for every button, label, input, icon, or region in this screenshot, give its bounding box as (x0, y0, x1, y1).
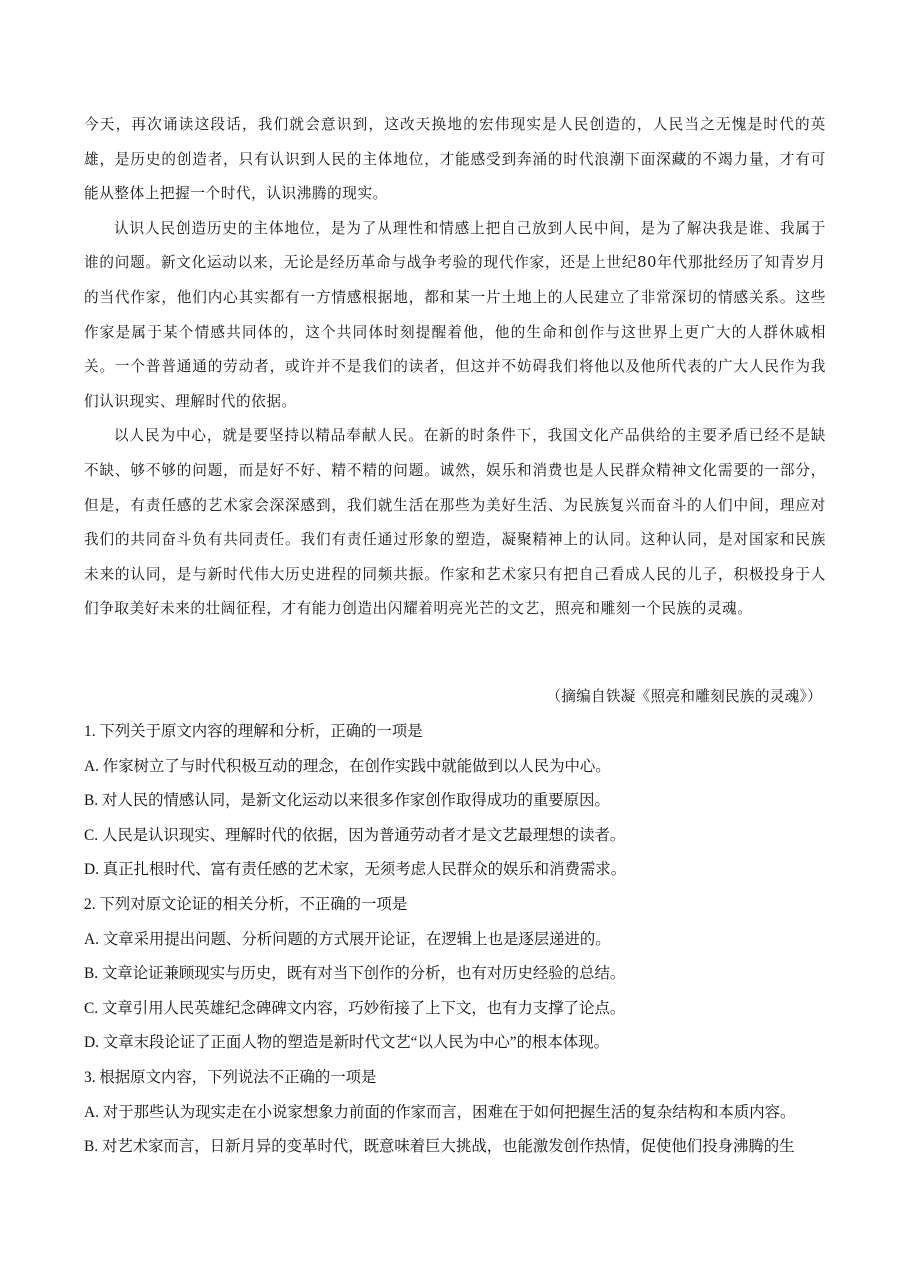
question-2-option-d: D. 文章末段论证了正面人物的塑造是新时代文艺“以人民为中心”的根本体现。 (84, 1034, 609, 1052)
essay-paragraph-1: 今天，再次诵读这段话，我们就会意识到，这改天换地的宏伟现实是人民创造的，人民当之无愧是时代的英雄，是历史的创造者，只有认识到人民的主体地位，才能感受到奔涌的时代浪潮下面深藏的不竭力量，才有可能从整体上把握一个时代，认识沸腾的现实。 (84, 116, 826, 203)
question-1-option-c: C. 人民是认识现实、理解时代的依据，因为普通劳动者才是文艺最理想的读者。 (84, 826, 626, 844)
question-2-option-b: B. 文章论证兼顾现实与历史，既有对当下创作的分析，也有对历史经验的总结。 (84, 965, 626, 983)
question-1-option-d: D. 真正扎根时代、富有责任感的艺术家，无须考虑人民群众的娱乐和消费需求。 (84, 861, 627, 879)
question-1-option-b: B. 对人民的情感认同，是新文化运动以来很多作家创作取得成功的重要原因。 (84, 792, 610, 810)
essay-paragraph-2: 认识人民创造历史的主体地位，是为了从理性和情感上把自己放到人民中间，是为了解决我是谁、我属于谁的问题。新文化运动以来，无论是经历革命与战争考验的现代作家，还是上世纪80年代那批经历了知青岁月的当代作家，他们内心其实都有一方情感根据地，都和某一片土地上的人民建立了非常深切的情感关系。这些作家是属于某个情感共同体的，这个共同体时刻提醒着他，他的生命和创作与这世界上更广大的人群休戚相关。一个普普通通的劳动者，或许并不是我们的读者，但这并不妨碍我们将他以及他所代表的广大人民作为我们认识现实、理解时代的依据。 (84, 219, 826, 410)
essay-body (84, 108, 826, 627)
essay-paragraph-3: 以人民为中心，就是要坚持以精品奉献人民。在新的时条件下，我国文化产品供给的主要矛盾已经不是缺不缺、够不够的问题，而是好不好、精不精的问题。诚然，娱乐和消费也是人民群众精神文化需要的一部分，但是，有责任感的艺术家会深深感到，我们就生活在那些为美好生活、为民族复兴而奋斗的人们中间，理应对我们的共同奋斗负有共同责任。我们有责任通过形象的塑造，凝聚精神上的认同。这种认同，是对国家和民族未来的认同，是与新时代伟大历史进程的同频共振。作家和艺术家只有把自己看成人民的儿子，积极投身于人们争取美好未来的壮阔征程，才有能力创造出闪耀着明亮光芒的文艺，照亮和雕刻一个民族的灵魂。 (84, 427, 826, 618)
question-1-option-a: A. 作家树立了与时代积极互动的理念，在创作实践中就能做到以人民为中心。 (84, 757, 611, 775)
question-1-stem: 1. 下列关于原文内容的理解和分析，正确的一项是 (84, 723, 423, 740)
source-citation: （摘编自铁凝《照亮和雕刻民族的灵魂》） (546, 688, 822, 705)
question-3-stem: 3. 根据原文内容，下列说法不正确的一项是 (84, 1068, 377, 1086)
question-2-option-a: A. 文章采用提出问题、分析问题的方式展开论证，在逻辑上也是逐层递进的。 (84, 930, 611, 948)
questions-section (84, 715, 834, 1165)
question-3-option-b: B. 对艺术家而言，日新月异的变革时代，既意味着巨大挑战，也能激发创作热情，促使他们投身沸腾的生 (84, 1138, 795, 1156)
question-2-option-c: C. 文章引用人民英雄纪念碑碑文内容，巧妙衔接了上下文，也有力支撑了论点。 (84, 999, 626, 1017)
question-3-option-a: A. 对于那些认为现实走在小说家想象力前面的作家而言，困难在于如何把握生活的复杂结构和本质内容。 (84, 1103, 796, 1121)
question-2-stem: 2. 下列对原文论证的相关分析，不正确的一项是 (84, 895, 408, 913)
